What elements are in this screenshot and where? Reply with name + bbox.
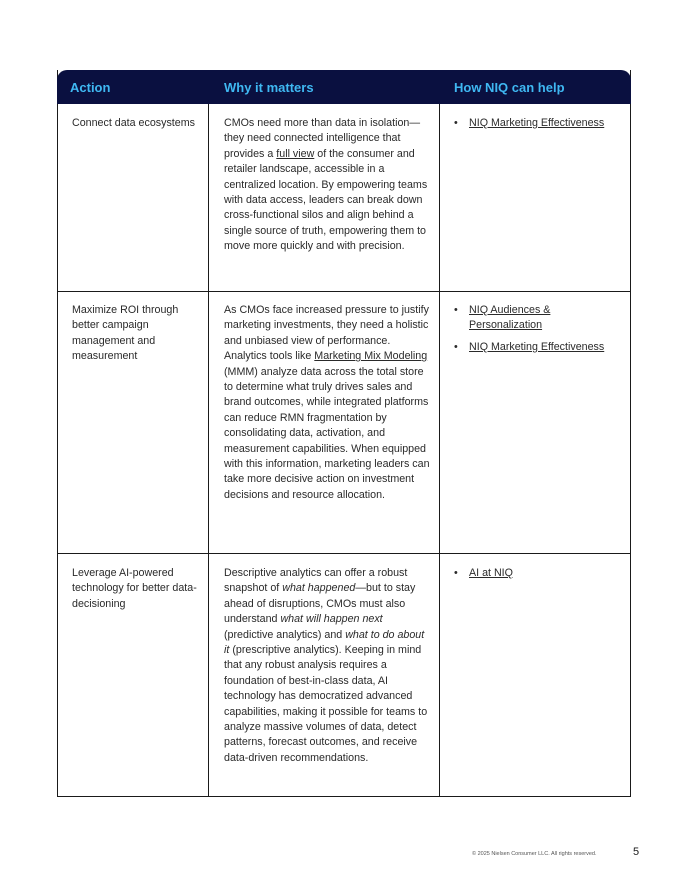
row-divider	[58, 553, 630, 554]
text: (prescriptive analytics). Keeping in mind that any robust analysis requires a foundation of best-in-class data, AI technology has democratized advanced capabilities, making it possible for teams to analyze massive volumes of data, detect patterns, forecast outcomes, and receive data-driven recommendations.	[224, 644, 428, 764]
row-divider	[58, 291, 630, 292]
bullet: •	[454, 117, 458, 129]
emphasis: what to do about it	[224, 628, 425, 657]
row-2-why	[224, 303, 430, 503]
text: CMOs need more than data in isolation—they need connected intelligence that provides a	[224, 117, 421, 160]
help-list	[454, 303, 624, 355]
niq-marketing-effectiveness-link[interactable]: NIQ Marketing Effectiveness	[469, 117, 605, 129]
niq-marketing-effectiveness-link[interactable]: NIQ Marketing Effectiveness	[469, 340, 605, 353]
marketing-mix-modeling-link[interactable]: Marketing Mix Modeling	[314, 350, 428, 363]
row-2-help	[454, 303, 624, 361]
list-item	[454, 340, 624, 355]
header-why-it-matters: Why it matters	[224, 80, 314, 95]
bullet: •	[454, 567, 458, 579]
full-view-link[interactable]: full view	[276, 147, 315, 160]
help-list	[454, 566, 624, 581]
column-divider	[439, 104, 440, 797]
text: of the consumer and retailer landscape, accessible in a centralized location. By empowering teams with data access, leaders can break down cross-functional silos and align behind a single source of truth, empowering them to move more quickly and with precision.	[224, 147, 428, 253]
row-1-help	[454, 116, 624, 137]
emphasis: what will happen next	[280, 613, 383, 626]
emphasis: what happened	[282, 582, 356, 595]
list-item	[454, 116, 624, 131]
bullet: •	[454, 340, 458, 353]
row-2-action: Maximize ROI through better campaign management and measurement	[72, 304, 179, 363]
row-1-why	[224, 116, 430, 255]
help-list	[454, 116, 624, 131]
copyright-notice: © 2025 Nielsen Consumer LLC. All rights reserved.	[472, 851, 597, 857]
text: Descriptive analytics can offer a robust snapshot of	[224, 567, 408, 595]
column-divider	[208, 104, 209, 797]
text: As CMOs face increased pressure to justify marketing investments, they need a holistic and unbiased view of performance. Analytics tools like	[224, 304, 429, 363]
list-item	[454, 303, 624, 334]
niq-audiences-personalization-link[interactable]: NIQ Audiences & Personalization	[469, 304, 551, 332]
header-how-niq-can-help: How NIQ can help	[454, 80, 565, 95]
row-3-help	[454, 566, 624, 587]
page-number: 5	[633, 846, 640, 858]
list-item	[454, 566, 624, 581]
text: (predictive analytics) and	[224, 628, 346, 641]
text: —but to stay ahead of disruptions, CMOs must also understand	[224, 582, 416, 626]
ai-at-niq-link[interactable]: AI at NIQ	[469, 567, 513, 579]
action-table	[57, 70, 631, 797]
row-3-why	[224, 566, 430, 766]
text: (MMM) analyze data across the total store to determine what truly drives sales and brand outcomes, while integrated platforms can reduce RMN fragmentation by consolidating data, activation, and measurement capabilities. When equipped with this information, marketing leaders can take more decisive action on investment decisions and resource allocation.	[224, 365, 430, 501]
row-1-action: Connect data ecosystems	[72, 117, 195, 129]
bullet: •	[454, 304, 458, 316]
row-3-action: Leverage AI-powered technology for better data-decisioning	[72, 567, 197, 610]
header-action: Action	[70, 80, 111, 95]
table-header	[57, 70, 631, 104]
